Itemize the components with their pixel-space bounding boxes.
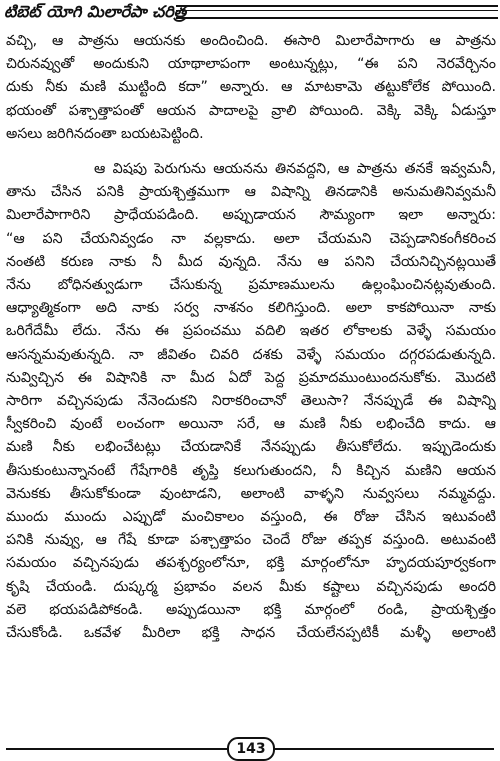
text-line: భయంతో పశ్చాత్తాపంతో ఆయన పాదాలపై వ్రాలి పోయింది. వెక్కి వెక్కి ఏడుస్తూ (6, 102, 496, 119)
text-line: వెనుకకు తీసుకోకుండా వుంటాడని, అలాంటి వాళ్ళని నువ్వసలు నమ్మవద్దు. (6, 485, 496, 502)
text-line: వచ్చి, ఆ పాత్రను ఆయనకు అందించింది. ఈసారి మిలారేపాగారు ఆ పాత్రను (6, 33, 496, 49)
text-line: ఆసన్నమవుతున్నది. నా జీవితం చివరి దశకు వెళ్ళే సమయం దగ్గరపడుతున్నది. (6, 346, 496, 363)
text-line: “ఆ పని చేయనివ్వడం నా వల్లకాదు. అలా చేయమని చెప్పడానికంగీకరించ (6, 230, 496, 247)
text-line: సారిగా వచ్చినపుడు నేనెందుకని నిరాకరించానో తెలుసా? నేనప్పుడే ఈ విషాన్ని (6, 393, 496, 410)
text-line: వలె భయపడిపోకండి. అప్పుడయినా భక్తి మార్గంలో రండి, ప్రాయశ్చిత్తం (6, 601, 496, 618)
running-header (0, 0, 500, 26)
text-line: చిరునవ్వుతో అందుకుని యాథాలాపంగా అంటున్నట్లు, “ఈ పని నెరవేర్చినం (6, 56, 496, 73)
paragraph-1 (6, 30, 496, 146)
header-rule (176, 5, 498, 19)
text-line: మిలారేపాగారిని ప్రాధేయపడింది. అప్పుడాయన సౌమ్యంగా ఇలా అన్నారు: (6, 207, 496, 224)
text-line: స్వీకరించి వుంటే లంచంగా అయినా సరే, ఆ మణి నీకు లభించేది కాదు. ఆ (6, 416, 496, 433)
text-line: ఆధ్యాత్మికంగా అది నాకు సర్వ నాశనం కలిగిస్తుంది. అలా కాకపోయినా నాకు (6, 300, 496, 317)
text-line: నంతటి కరుణ నాకు నీ మీద వున్నది. నేను ఆ పనిని చేయనిచ్చినట్లయితే (6, 253, 496, 270)
text-line: తాను చేసిన పనికి ప్రాయశ్చిత్తముగా ఆ విషాన్ని తినడానికి అనుమతినివ్వమనీ (6, 184, 496, 201)
page-number: 143 (227, 737, 275, 761)
text-line: ఒరిగేదేమీ లేదు. నేను ఈ ప్రపంచము వదిలి ఇతర లోకాలకు వెళ్ళే సమయం (6, 323, 496, 340)
text-line: అసలు జరిగినదంతా బయటపెట్టింది. (6, 125, 204, 142)
text-line: మణి నీకు లభించేటట్లు చేయడానికే నేనప్పుడు తీసుకోలేదు. ఇప్పుడెందుకు (6, 439, 496, 456)
text-line: కృషి చేయండి. దుష్కర్మ ప్రభావం వలన మీకు కష్టాలు వచ్చినపుడు అందరి (6, 578, 496, 595)
paragraph-gap (6, 146, 496, 158)
paragraph-2 (6, 158, 496, 645)
text-line: తీసుకుంటున్నానంటే గేషేగారికి తృప్తి కలుగుతుందని, నీ కిచ్చిన మణిని ఆయన (6, 462, 496, 479)
text-line: నువ్విచ్చిన ఈ విషానికి నా మీద ఏదో పెద్ద ప్రమాదముంటుందనుకోకు. మొదటి (6, 369, 496, 386)
page-body (6, 30, 496, 645)
text-line: సమయం వచ్చినపుడు తపశ్చర్యంలోనూ, భక్తి మార్గంలోనూ హృదయపూర్వకంగా (6, 555, 496, 572)
page-footer (0, 735, 500, 761)
text-line: ముందు ముందు ఎప్పుడో మంచికాలం వస్తుంది, ఈ రోజు చేసిన ఇటువంటి (6, 509, 496, 526)
text-line: దుకు నీకు మణి ముట్టింది కదా” అన్నారు. ఆ మాటకామె తట్టుకోలేక పోయింది. (6, 79, 496, 96)
book-title: టిబెట్ యోగి మిలారేపా చరిత్ర (4, 2, 187, 21)
text-line: ఆ విషపు పెరుగును ఆయనను తినవద్దని, ఆ పాత్రను తనకే ఇవ్వమనీ, (94, 161, 496, 178)
text-line: నేను బోధినత్వుడుగా చేసుకున్న ప్రమాణములను ఉల్లంఘించినట్లవుతుంది. (6, 277, 496, 294)
text-line: చేసుకోండి. ఒకవేళ మీరిలా భక్తి సాధన చేయలేనప్పటికీ మళ్ళీ అలాంటి (6, 625, 496, 642)
text-line: పనికి నువ్వు, ఆ గేషే కూడా పశ్చాత్తాపం చెందే రోజు తప్పక వస్తుంది. అటువంటి (6, 532, 496, 549)
